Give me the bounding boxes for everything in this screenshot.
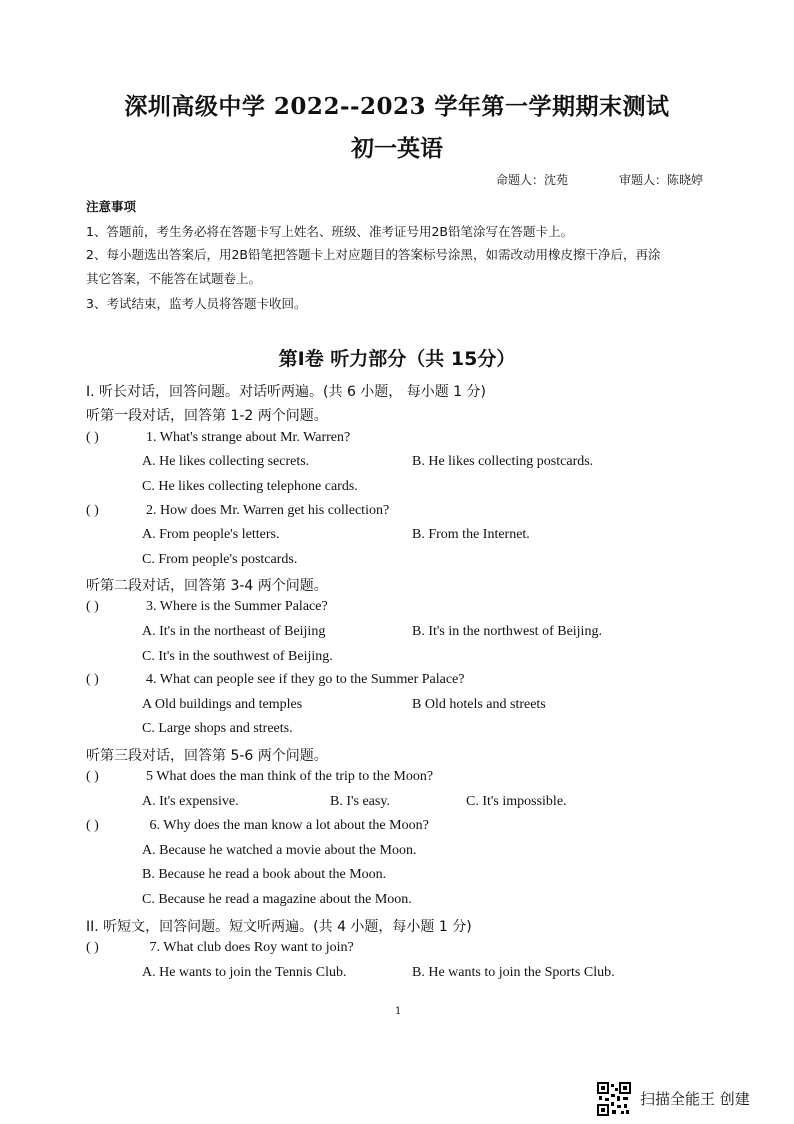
question-2 bbox=[86, 503, 389, 519]
exam-title: 深圳高级中学 2022--2023 学年第一学期期末测试 bbox=[124, 93, 670, 120]
notice-heading: 注意事项 bbox=[86, 199, 137, 214]
question-text: 7. What club does Roy want to join? bbox=[146, 940, 354, 955]
answer-blank[interactable]: ( ) bbox=[86, 818, 99, 833]
q2-option-c: C. From people's postcards. bbox=[142, 552, 298, 567]
q6-option-c: C. Because he read a magazine about the Moon. bbox=[142, 892, 412, 907]
q3-option-c: C. It's in the southwest of Beijing. bbox=[142, 649, 333, 664]
qr-code-icon bbox=[597, 1082, 631, 1116]
question-7 bbox=[86, 940, 354, 956]
question-text: 5 What does the man think of the trip to the Moon? bbox=[146, 769, 434, 784]
q5-option-c: C. It's impossible. bbox=[466, 794, 567, 809]
dialog2-instruction: 听第二段对话，回答第 3-4 两个问题。 bbox=[86, 578, 328, 594]
scanner-watermark-label: 扫描全能王 创建 bbox=[640, 1090, 750, 1108]
q1-option-b: B. He likes collecting postcards. bbox=[412, 454, 594, 469]
section-title: 第Ⅰ卷 听力部分（共 15分） bbox=[278, 348, 516, 370]
notice-item-2: 2、每小题选出答案后，用2B铅笔把答题卡上对应题目的答案标号涂黑，如需改动用橡皮擦干净后，再涂 bbox=[86, 247, 661, 262]
q2-option-a: A. From people's letters. bbox=[142, 527, 280, 542]
answer-blank[interactable]: ( ) bbox=[86, 940, 99, 955]
q4-option-a: A Old buildings and temples bbox=[142, 697, 303, 712]
question-6 bbox=[86, 818, 429, 834]
dialog3-instruction: 听第三段对话，回答第 5-6 两个问题。 bbox=[86, 748, 328, 764]
dialog1-instruction: 听第一段对话，回答第 1-2 两个问题。 bbox=[86, 408, 328, 424]
part2-instruction: II. 听短文，回答问题。短文听两遍。(共 4 小题，每小题 1 分) bbox=[86, 919, 472, 935]
answer-blank[interactable]: ( ) bbox=[86, 769, 99, 784]
answer-blank[interactable]: ( ) bbox=[86, 430, 99, 445]
question-text: 3. Where is the Summer Palace? bbox=[146, 599, 328, 614]
notice-item-1: 1、答题前，考生务必将在答题卡写上姓名、班级、准考证号用2B铅笔涂写在答题卡上。 bbox=[86, 224, 573, 239]
q1-option-a: A. He likes collecting secrets. bbox=[142, 454, 310, 469]
q3-option-a: A. It's in the northeast of Beijing bbox=[142, 624, 326, 639]
author-label: 命题人：沈苑 bbox=[496, 173, 569, 187]
q5-option-a: A. It's expensive. bbox=[142, 794, 239, 809]
q7-option-b: B. He wants to join the Sports Club. bbox=[412, 965, 615, 980]
question-1 bbox=[86, 430, 350, 446]
reviewer-label: 审题人：陈晓婷 bbox=[619, 173, 704, 187]
page-number: 1 bbox=[395, 1006, 402, 1017]
question-text: 6. Why does the man know a lot about the Moon? bbox=[146, 818, 429, 833]
question-text: 1. What's strange about Mr. Warren? bbox=[146, 430, 351, 445]
q4-option-c: C. Large shops and streets. bbox=[142, 721, 293, 736]
answer-blank[interactable]: ( ) bbox=[86, 672, 99, 687]
q5-option-b: B. I's easy. bbox=[330, 794, 390, 809]
q3-option-b: B. It's in the northwest of Beijing. bbox=[412, 624, 602, 639]
notice-item-2-cont: 其它答案，不能答在试题卷上。 bbox=[86, 271, 262, 286]
question-5 bbox=[86, 769, 433, 785]
question-text: 4. What can people see if they go to the Summer Palace? bbox=[146, 672, 465, 687]
answer-blank[interactable]: ( ) bbox=[86, 503, 99, 518]
notice-item-3: 3、考试结束，监考人员将答题卡收回。 bbox=[86, 296, 307, 311]
q2-option-b: B. From the Internet. bbox=[412, 527, 530, 542]
q6-option-a: A. Because he watched a movie about the Moon. bbox=[142, 843, 417, 858]
q6-option-b: B. Because he read a book about the Moon. bbox=[142, 867, 387, 882]
question-text: 2. How does Mr. Warren get his collection? bbox=[146, 503, 390, 518]
question-3 bbox=[86, 599, 328, 615]
answer-blank[interactable]: ( ) bbox=[86, 599, 99, 614]
q7-option-a: A. He wants to join the Tennis Club. bbox=[142, 965, 347, 980]
q4-option-b: B Old hotels and streets bbox=[412, 697, 546, 712]
q1-option-c: C. He likes collecting telephone cards. bbox=[142, 479, 358, 494]
exam-subtitle: 初一英语 bbox=[351, 135, 443, 162]
part1-instruction: I. 听长对话，回答问题。对话听两遍。(共 6 小题， 每小题 1 分) bbox=[86, 384, 487, 400]
question-4 bbox=[86, 672, 465, 688]
